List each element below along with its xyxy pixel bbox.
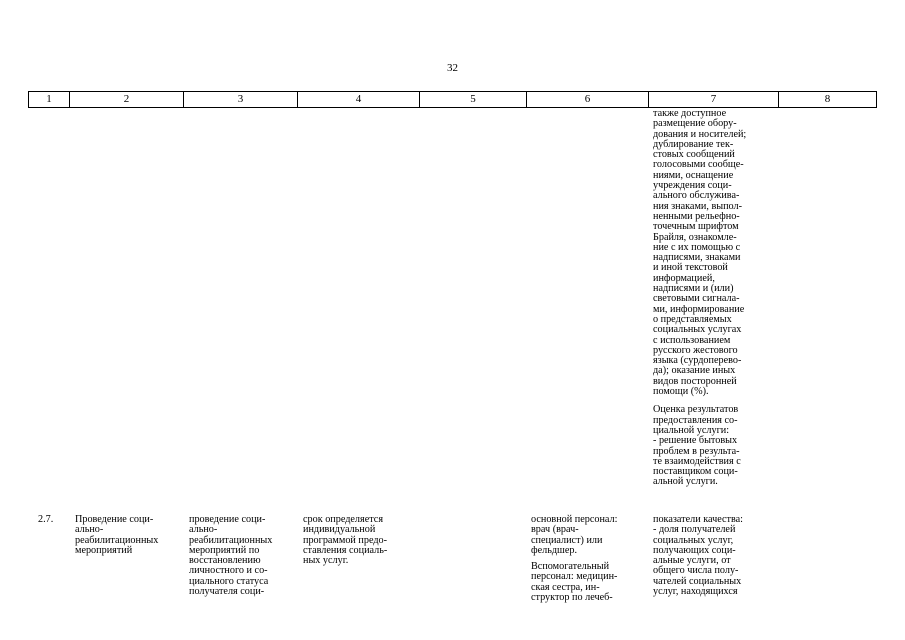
text-line: реабилитационных [189, 534, 273, 546]
text-line: о представляемых [653, 313, 732, 325]
text-line: русского жестового [653, 344, 738, 356]
text-line: мероприятий [75, 544, 133, 556]
text-line: да); оказание иных [653, 365, 736, 377]
text-line: ального обслужива- [653, 190, 740, 202]
text-line: языка (сурдоперево- [653, 355, 742, 367]
text-line: индивидуальной [303, 524, 376, 536]
text-line: Брайля, ознакомле- [653, 231, 737, 243]
text-line: общего числа полу- [653, 565, 739, 577]
text-line: дования и носителей; [653, 128, 747, 140]
text-line: и иной текстовой [653, 262, 728, 274]
header-col-1: 1 [28, 91, 69, 108]
header-col-2: 2 [69, 91, 183, 108]
text-line: показатели качества: [653, 514, 744, 525]
text-line: получателя соци- [189, 586, 265, 598]
row-col6-main-staff [531, 515, 617, 556]
text-line: ненными рельефно- [653, 210, 740, 222]
text-line: циальной услуги: [653, 424, 730, 436]
text-line: Оценка результатов [653, 404, 739, 416]
col7-continuation [653, 109, 746, 488]
text-line: альные услуги, от [653, 555, 731, 567]
text-line: дублирование тек- [653, 138, 734, 150]
text-line: надписями, знаками [653, 252, 741, 264]
text-line: альной услуги. [653, 476, 718, 488]
header-col-4: 4 [297, 91, 419, 108]
text-line: фельдшер. [531, 544, 578, 556]
text-line: восстановлению [189, 555, 261, 567]
text-line: реабилитационных [75, 534, 159, 546]
text-line: ми, информирование [653, 303, 745, 315]
header-col-7: 7 [648, 91, 778, 108]
col7-evaluation-text [653, 405, 746, 487]
text-line: врач (врач- [531, 524, 579, 536]
text-line: голосовыми сообще- [653, 159, 744, 171]
text-line: точечным шрифтом [653, 221, 739, 233]
text-line: ально- [75, 524, 104, 536]
text-line: помощи (%). [653, 386, 709, 398]
text-line: ных услуг. [303, 555, 349, 567]
text-line: получающих соци- [653, 544, 736, 556]
text-line: ниями, оснащение [653, 169, 734, 181]
header-col-8: 8 [778, 91, 877, 108]
text-line: ская сестра, ин- [531, 581, 600, 593]
text-line: основной персонал: [531, 514, 618, 525]
text-line: стовых сообщений [653, 149, 735, 161]
text-line: ние с их помощью с [653, 241, 741, 253]
row-col3-description [189, 515, 272, 597]
text-line: срок определяется [303, 514, 384, 525]
text-line: специалист) или [531, 534, 603, 546]
text-line: чателей социальных [653, 575, 742, 587]
text-line: циального статуса [189, 575, 269, 587]
text-line: социальных услуг, [653, 534, 734, 546]
text-line: ставления социаль- [303, 544, 388, 556]
row-col4-term [303, 515, 387, 566]
row-col7-quality [653, 515, 743, 597]
text-line: социальных услугах [653, 324, 742, 336]
text-line: мероприятий по [189, 544, 260, 556]
text-line: информацией, [653, 272, 715, 284]
page-number: 32 [447, 62, 458, 74]
text-line: персонал: медицин- [531, 571, 618, 583]
text-line: поставщиком соци- [653, 466, 738, 478]
text-line: с использованием [653, 334, 731, 346]
text-line: предоставления со- [653, 414, 738, 426]
header-col-5: 5 [419, 91, 526, 108]
text-line: Вспомогательный [531, 561, 610, 573]
header-col-3: 3 [183, 91, 297, 108]
text-line: Проведение соци- [75, 514, 154, 525]
row-col6-aux-staff [531, 562, 617, 603]
row-number: 2.7. [38, 514, 54, 525]
col7-top-text [653, 109, 746, 397]
text-line: проблем в результа- [653, 445, 740, 457]
text-line: проведение соци- [189, 514, 266, 525]
text-line: структор по лечеб- [531, 592, 613, 604]
text-line: услуг, находящихся [653, 586, 738, 598]
text-line: учреждения соци- [653, 180, 732, 192]
text-line: личностного и со- [189, 565, 268, 577]
text-line: надписями и (или) [653, 283, 734, 295]
header-col-6: 6 [526, 91, 648, 108]
text-line: ния знаками, выпол- [653, 200, 742, 212]
text-line: те взаимодействия с [653, 455, 741, 467]
text-line: также доступное [653, 108, 727, 119]
text-line: размещение обору- [653, 118, 737, 130]
text-line: - доля получателей [653, 524, 736, 536]
row-col2-service-name [75, 515, 158, 556]
row-col6-staff [531, 515, 617, 603]
text-line: видов посторонней [653, 375, 737, 387]
text-line: ально- [189, 524, 218, 536]
text-line: световыми сигнала- [653, 293, 740, 305]
text-line: программой предо- [303, 534, 388, 546]
text-line: - решение бытовых [653, 435, 738, 447]
